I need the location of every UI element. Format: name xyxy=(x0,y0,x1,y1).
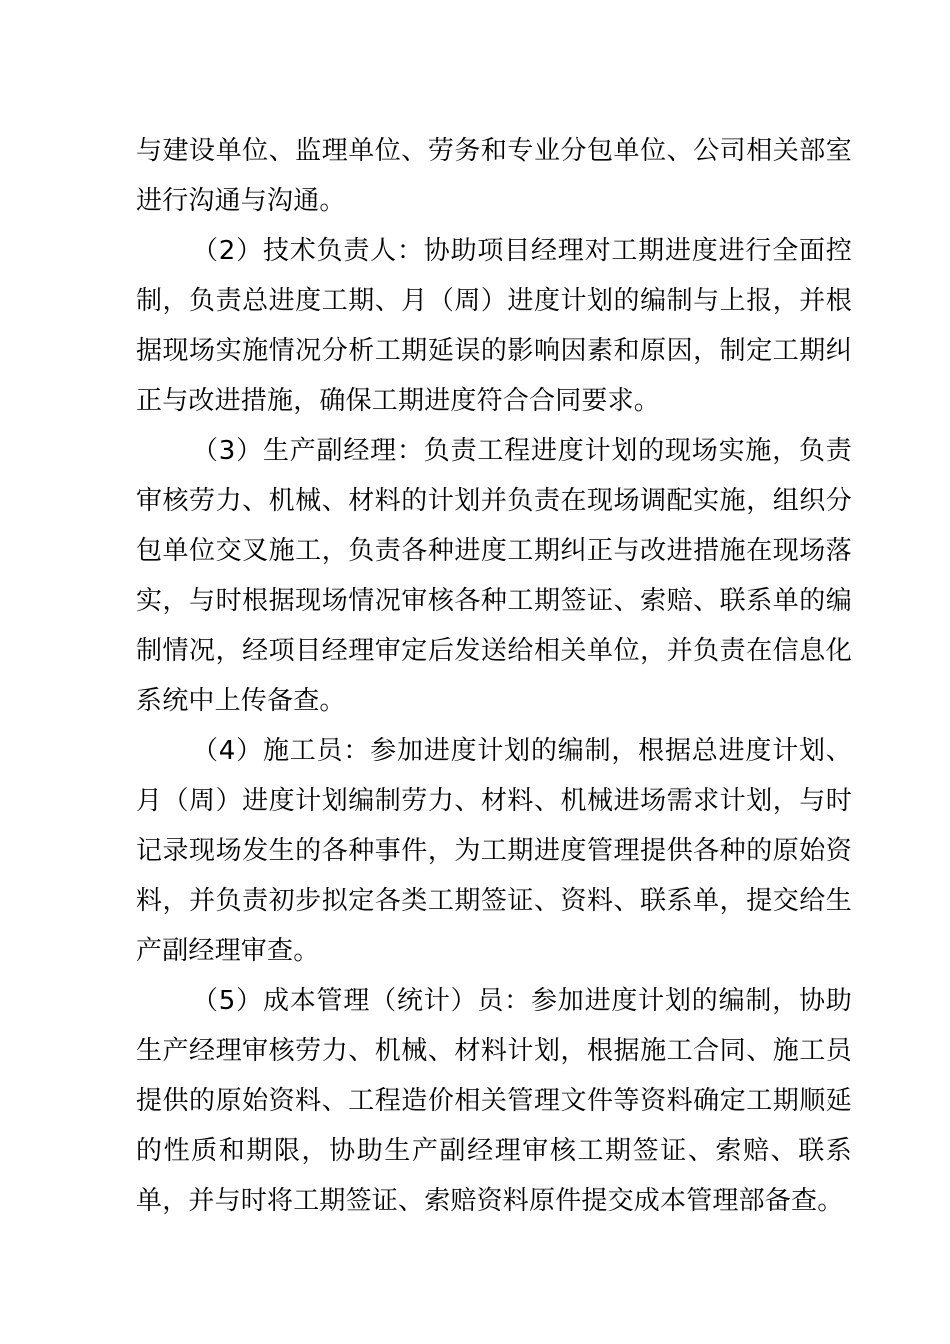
paragraph-cost-management-officer: （5）成本管理（统计）员：参加进度计划的编制，协助生产经理审核劳力、机械、材料计划，根据施工合同、施工员提供的原始资料、工程造价相关管理文件等资料确定工期顺延的性质和期限，协助生产副经理审核工期签证、索赔、联系单，并与时将工期签证、索赔资料原件提交成本管理部备查。 xyxy=(136,986,852,1216)
document-body xyxy=(136,126,852,1226)
paragraph-production-deputy-manager: （3）生产副经理：负责工程进度计划的现场实施，负责审核劳力、机械、材料的计划并负责在现场调配实施，组织分包单位交叉施工，负责各种进度工期纠正与改进措施在现场落实，与时根据现场情况审核各种工期签证、索赔、联系单的编制情况，经项目经理审定后发送给相关单位，并负责在信息化系统中上传备查。 xyxy=(136,436,852,716)
paragraph-construction-officer: （4）施工员：参加进度计划的编制，根据总进度计划、月（周）进度计划编制劳力、材料、机械进场需求计划，与时记录现场发生的各种事件，为工期进度管理提供各种的原始资料，并负责初步拟定各类工期签证、资料、联系单，提交给生产副经理审查。 xyxy=(136,736,852,966)
paragraph-intro: 与建设单位、监理单位、劳务和专业分包单位、公司相关部室进行沟通与沟通。 xyxy=(136,136,852,216)
paragraph-technical-lead: （2）技术负责人：协助项目经理对工期进度进行全面控制，负责总进度工期、月（周）进度计划的编制与上报，并根据现场实施情况分析工期延误的影响因素和原因，制定工期纠正与改进措施，确保工期进度符合合同要求。 xyxy=(136,236,852,416)
